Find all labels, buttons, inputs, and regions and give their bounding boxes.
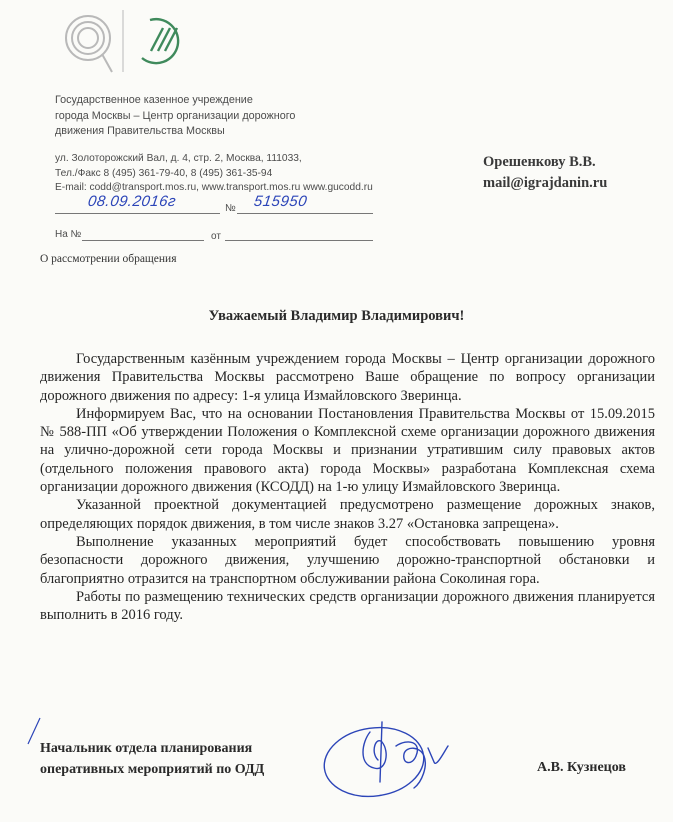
address-line: ул. Золоторожский Вал, д. 4, стр. 2, Москва, 111033, [55, 153, 302, 164]
paragraph: Указанной проектной документацией предусмотрено размещение дорожных знаков, определяющих порядок движения, в том числе знаков 3.27 «Остановка запрещена». [40, 497, 655, 532]
handwritten-signature [312, 712, 462, 807]
signer-title-line: оперативных мероприятий по ОДД [40, 762, 265, 777]
org-name-line: Государственное казенное учреждение [55, 94, 253, 106]
greeting: Уважаемый Владимир Владимирович! [208, 308, 465, 324]
recipient-name: Орешенкову В.В. [483, 154, 596, 170]
org-name [55, 93, 295, 140]
date-underline [55, 213, 220, 214]
ref-from-label: от [211, 231, 221, 242]
email-line: E-mail: codd@transport.mos.ru, www.transport.mos.ru www.gucodd.ru [55, 182, 373, 193]
signer-title [40, 738, 264, 780]
org-name-line: города Москвы – Центр организации дорожного [55, 109, 296, 122]
letter-body [40, 350, 655, 624]
handwritten-number: 515950 [252, 193, 309, 210]
phone-line: Тел./Факс 8 (495) 361-79-40, 8 (495) 361-35-94 [55, 167, 273, 179]
number-label: № [225, 203, 236, 214]
recipient-block [483, 152, 607, 194]
paragraph: Работы по размещению технических средств организации дорожного движения планируется выполнить в 2016 году. [40, 588, 655, 624]
subject-line: О рассмотрении обращения [40, 253, 177, 265]
ref-number-label: На № [55, 229, 82, 240]
ref-from-underline [225, 240, 373, 241]
paragraph: Государственным казённым учреждением города Москвы – Центр организации дорожного движения Правительства Москвы рассмотрено Ваше обращение по вопросу организации дорожного движения по адресу: 1-я улица Измайловского Зверинца. [40, 351, 655, 404]
org-address [55, 152, 373, 196]
recipient-email: mail@igrajdanin.ru [483, 175, 608, 191]
signer-title-line: Начальник отдела планирования [40, 741, 253, 756]
org-name-line: движения Правительства Москвы [55, 125, 225, 137]
paragraph: Информируем Вас, что на основании Постановления Правительства Москвы от 15.09.2015 № 588-ПП «Об утверждении Положения о Комплексной схеме организации дорожного движения на улично-дорожной сети города Москвы и признании утратившим силу правовых актов (отдельного положения правового акта) города Москвы» разработана Комплексная схема организации дорожного движения (КСОДД) на 1-ю улицу Измайловского Зверинца. [40, 405, 655, 496]
handwritten-date: 08.09.2016г [86, 193, 178, 210]
signer-name: А.В. Кузнецов [537, 760, 626, 775]
number-underline [237, 213, 373, 214]
codd-logo [54, 6, 214, 81]
paragraph: Выполнение указанных мероприятий будет способствовать повышению уровня безопасности дорожного движения, улучшению дорожно-транспортной обстановки и благоприятно отразится на транспортном обслуживании района Соколиная гора. [40, 533, 655, 587]
ref-number-underline [82, 240, 204, 241]
